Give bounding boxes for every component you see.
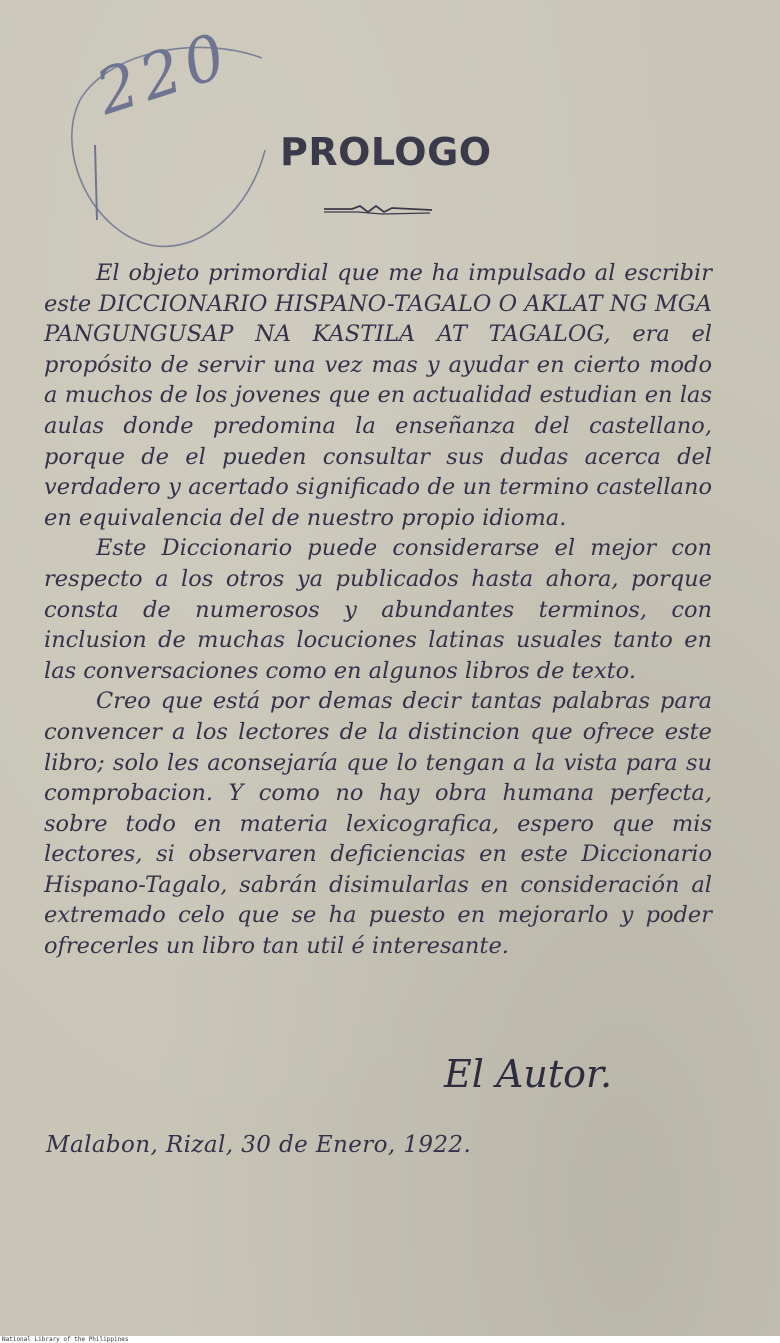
paragraph-1: El objeto primordial que me ha impulsado al escribir este DICCIONARIO HISPANO-TAGALO O AKLAT NG MGA PANGUNGUSAP NA KASTILA AT TAGALOG, era el propósito de servir una vez mas y ayudar en cierto modo a muchos de los jovenes que en actualidad estudian en las aulas donde predomina la enseñanza del castellano, porque de el pueden consultar sus dudas acerca del verdadero y acertado significado de un termino castellano en equivalencia del de nuestro propio idioma. — [44, 260, 712, 531]
dateline: Malabon, Rizal, 30 de Enero, 1922. — [46, 1132, 472, 1158]
paragraph-3: Creo que está por demas decir tantas palabras para convencer a los lectores de la distincion que ofrece este libro; solo les aconsejaría que lo tengan a la vista para su comprobacion. Y como no hay obra humana perfecta, sobre todo en materia lexicografica, espero que mis lectores, si observaren deficiencias en este Diccionario Hispano-Tagalo, sabrán disimularlas en consideración al extremado celo que se ha puesto en mejorarlo y poder ofrecerles un libro tan util é interesante. — [44, 688, 712, 960]
page-title: PROLOGO — [280, 130, 492, 174]
library-credit: National Library of the Philippines — [2, 1336, 129, 1343]
handwritten-number: 220 — [87, 17, 240, 129]
author-signature: El Autor. — [444, 1052, 613, 1096]
prologue-body — [44, 258, 712, 962]
paragraph-2: Este Diccionario puede considerarse el mejor con respecto a los otros ya publicados hasta ahora, porque consta de numerosos y abundantes terminos, con inclusion de muchas locuciones latinas usuales tanto en las conversaciones como en algunos libros de texto. — [44, 535, 712, 684]
title-ornament-icon — [322, 202, 434, 218]
